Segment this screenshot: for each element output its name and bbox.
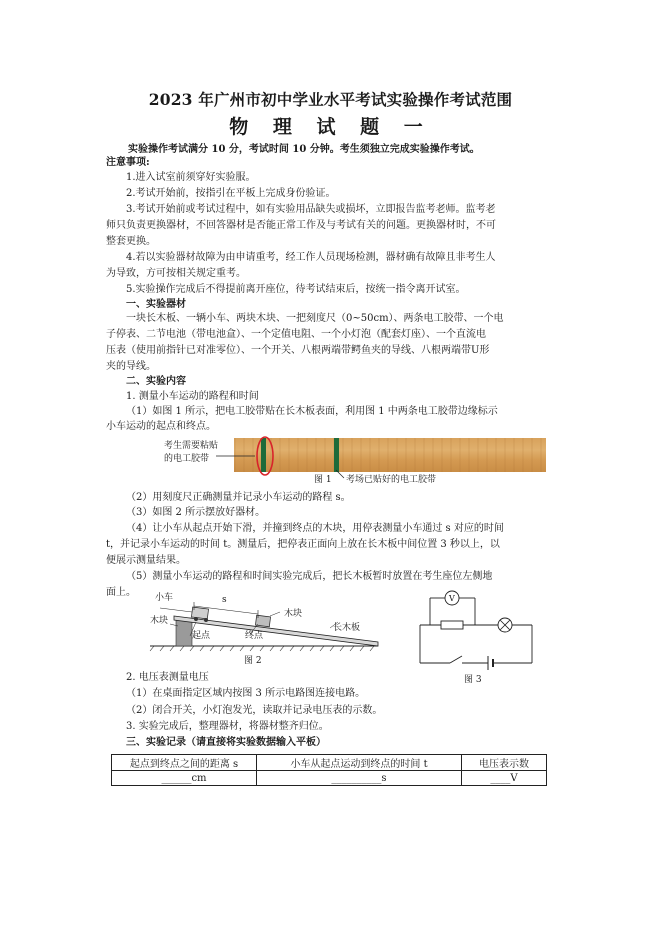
- step-text: 小车运动的起点和终点。: [106, 421, 216, 432]
- distance-cell[interactable]: ______cm: [112, 771, 257, 786]
- fig1-label-left: 考生需要粘贴: [164, 441, 219, 451]
- step-text: 3. 实验完成后，整理器材，将器材整齐归位。: [126, 721, 329, 732]
- fig2-label-board: 长木板: [333, 623, 361, 633]
- car-pointer: [160, 608, 192, 612]
- fig2-label-block-right: 木块: [284, 609, 303, 619]
- switch: [450, 656, 462, 663]
- intro-text: 实验操作考试满分 10 分，考试时间 10 分钟。考生须独立完成实验操作考试。: [128, 144, 480, 155]
- step-text: （1）如图 1 所示，把电工胶带贴在长木板表面，利用图 1 中两条电工胶带边缘标示: [126, 406, 498, 417]
- step-text: t，并记录小车运动的时间 t。测量后，把停表正面向上放在长木板中间位置 3 秒以上，以: [106, 539, 500, 550]
- section-heading-record: 三、实验记录（请直接将实验数据输入平板）: [126, 737, 326, 748]
- item-heading: 1. 测量小车运动的路程和时间: [126, 391, 259, 402]
- section-heading-equipment: 一、实验器材: [126, 299, 186, 310]
- table-header: 小车从起点运动到终点的时间 t: [257, 755, 462, 771]
- step-text: （1）在桌面指定区域内按图 3 所示电路图连接电路。: [126, 688, 366, 699]
- voltmeter-label: V: [449, 594, 455, 603]
- page-subtitle: 物 理 试 题 一: [229, 116, 432, 138]
- fig3-caption: 图 3: [464, 675, 482, 685]
- step-text: （3）如图 2 所示摆放好器材。: [126, 507, 266, 518]
- fig2-caption: 图 2: [244, 656, 262, 666]
- fig2-label-s: s: [222, 595, 227, 605]
- step-text: 便展示测量结果。: [106, 555, 186, 566]
- step-text: 面上。: [106, 587, 136, 598]
- notice-heading: 注意事项:: [106, 157, 150, 168]
- table-row: [112, 771, 547, 786]
- ground-hatching: [150, 646, 374, 651]
- step-text: （5）测量小车运动的路程和时间实验完成后，把长木板暂时放置在考生座位左侧地: [126, 571, 493, 582]
- fig2-label-block-left: 木块: [150, 616, 169, 626]
- notice-line: 1.进入试室前须穿好实验服。: [126, 172, 256, 183]
- item-heading: 2. 电压表测量电压: [126, 672, 209, 683]
- notice-line: 5.实验操作完成后不得提前离开座位，待考试结束后，按统一指令离开试室。: [126, 284, 466, 295]
- table-header: 电压表示数: [462, 755, 547, 771]
- step-text: （4）让小车从起点开始下滑，并撞到终点的木块，用停表测量小车通过 s 对应的时间: [126, 523, 504, 534]
- notice-line: 2.考试开始前，按指引在平板上完成身份验证。: [126, 188, 336, 199]
- notice-line: 4.若以实验器材故障为由申请重考，经工作人员现场检测，器材确有故障且非考生人: [126, 252, 496, 263]
- section-heading-content: 二、实验内容: [126, 376, 186, 387]
- equipment-line: 压表（使用前指针已对准零位）、一个开关、八根两端带鳄鱼夹的导线、八根两端带U形: [106, 345, 490, 356]
- step-text: （2）用刻度尺正确测量并记录小车运动的路程 s。: [126, 492, 351, 503]
- equipment-line: 夹的导线。: [106, 361, 156, 372]
- resistor: [441, 621, 463, 629]
- notice-line: 整套更换。: [106, 236, 156, 247]
- notice-line: 为导致，方可按相关规定重考。: [106, 268, 246, 279]
- fig2-label-car: 小车: [155, 593, 174, 603]
- notice-line: 3.考试开始前或考试过程中，如有实验用品缺失或损坏，立即报告监考老师。监考老: [126, 204, 496, 215]
- fig2-label-end: 终点: [245, 631, 264, 641]
- table-header: 起点到终点之间的距离 s: [112, 755, 257, 771]
- equipment-line: 子停表、二节电池（带电池盒）、一个定值电阻、一个小灯泡（配套灯座）、一个直流电: [106, 329, 486, 340]
- highlight-ellipse: [257, 437, 273, 475]
- fig2-label-start: 起点: [192, 631, 211, 641]
- fig1-label-right: 考场已贴好的电工胶带: [346, 475, 437, 485]
- table-row: [112, 755, 547, 771]
- voltage-cell[interactable]: ____V: [462, 771, 547, 786]
- fig1-label-left: 的电工胶带: [164, 454, 210, 464]
- equipment-line: 一块长木板、一辆小车、两块木块、一把刻度尺（0~50cm）、两条电工胶带、一个电: [126, 313, 504, 324]
- page-title: 2023 年广州市初中学业水平考试实验操作考试范围: [148, 90, 513, 109]
- record-table: [111, 754, 547, 786]
- time-cell[interactable]: __________s: [257, 771, 462, 786]
- notice-line: 师只负责更换器材，不回答器材是否能正常工作及与考试有关的问题。更换器材时，不可: [106, 220, 496, 231]
- step-text: （2）闭合开关，小灯泡发光，读取并记录电压表的示数。: [126, 705, 383, 716]
- fig1-caption: 图 1: [314, 475, 332, 485]
